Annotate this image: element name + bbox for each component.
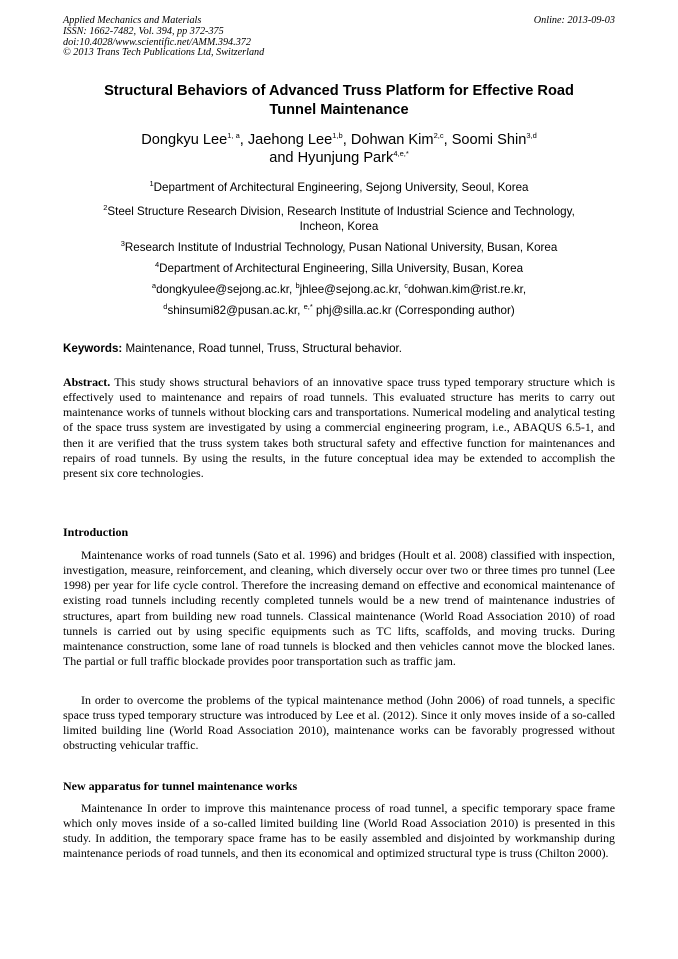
new-apparatus-paragraph-1: Maintenance In order to improve this maintenance process of road tunnel, a specific temporary space frame which only moves inside of a so-called limited building line (World Road Association 2010) is presented in this study. In addition, the temporary space frame has to be easily assembled and disjointed by workmanship during maintenance periods of road tunnels, and then its economical and optimized structural type is truss (Chilton 2000).	[63, 801, 615, 861]
author-list	[63, 131, 615, 168]
journal-name: Applied Mechanics and Materials	[63, 15, 202, 26]
online-date: Online: 2013-09-03	[533, 15, 615, 26]
keywords-text: Maintenance, Road tunnel, Truss, Structural behavior.	[122, 342, 402, 355]
journal-header	[63, 16, 264, 59]
author-superscript: 4,e,*	[393, 149, 409, 159]
author-name: Dongkyu Lee	[141, 132, 228, 148]
email-line-2: $^d$shinsumi82@pusan.ac.kr, $^{e,*}$ phj@silla.ac.kr (Corresponding author)	[163, 302, 515, 317]
abstract-paragraph	[63, 375, 615, 481]
author-name: Jaehong Lee	[247, 132, 333, 148]
title-line-2: Tunnel Maintenance	[269, 101, 409, 118]
author-separator: ,	[342, 132, 351, 148]
abstract-text: This study shows structural behaviors of an innovative space truss typed temporary structure which is effectively used to maintenance and repairs of road tunnels. This evaluated structure has merits to carry out maintenance works of tunnels without blocking cars and transportations. Numerical modeling and analytical testing of the space truss system are investigated by using a commercial engineering program, i.e., ABAQUS 6.5-1, and then it are verified that the truss system takes both structural safety and effective function for maintenances and repairs of road tunnels. By using the results, in the future conceptual idea may be extended to accomplish the present six core technologies.	[63, 375, 615, 480]
affiliation-superscript: 3	[120, 239, 125, 249]
affiliation-1	[63, 180, 615, 195]
affiliation-4	[63, 261, 615, 276]
author-line-2	[63, 149, 615, 167]
author-superscript: 1,b	[332, 131, 343, 141]
affiliation-text: Research Institute of Industrial Technology, Pusan National University, Busan, Korea	[124, 241, 558, 254]
keywords-label: Keywords:	[63, 342, 123, 355]
email-b[interactable]: jhlee@sejong.ac.kr,	[299, 283, 402, 296]
introduction-paragraph-2: In order to overcome the problems of the typical maintenance method (John 2006) of road tunnels, a specific space truss typed temporary structure was introduced by Lee et al. (2012). Since it only moves inside of a so-called limited building line (World Road Association 2010), maintenance works can be favorably progressed without obstructing vehicular traffic.	[63, 693, 615, 753]
journal-copyright: © 2013 Trans Tech Publications Ltd, Switzerland	[63, 47, 265, 59]
journal-doi: doi:10.4028/www.scientific.net/AMM.394.372	[63, 36, 251, 48]
email-c[interactable]: dohwan.kim@rist.re.kr,	[408, 283, 527, 296]
keywords	[63, 341, 615, 356]
author-superscript: 3,d	[526, 131, 537, 141]
affiliation-superscript: 1	[149, 179, 154, 189]
email-e[interactable]: phj@silla.ac.kr (Corresponding author)	[316, 304, 515, 317]
author-superscript: 2,c	[433, 131, 444, 141]
author-line-1	[63, 131, 615, 149]
email-d[interactable]: shinsumi82@pusan.ac.kr,	[167, 304, 301, 317]
affiliation-text: Department of Architectural Engineering, Sejong University, Seoul, Korea	[153, 181, 529, 194]
paper-title	[63, 82, 615, 119]
author-name: and Hyunjung Park	[269, 150, 394, 167]
author-name: Dohwan Kim	[350, 132, 434, 148]
affiliation-superscript: 2	[103, 203, 108, 213]
affiliation-text-continued: Incheon, Korea	[299, 220, 379, 233]
title-line-1: Structural Behaviors of Advanced Truss Platform for Effective Road	[104, 83, 574, 99]
author-separator: ,	[239, 132, 248, 148]
new-apparatus-heading: New apparatus for tunnel maintenance works	[63, 779, 298, 793]
email-a[interactable]: dongkyulee@sejong.ac.kr,	[156, 283, 293, 296]
affiliation-text: Steel Structure Research Division, Research Institute of Industrial Science and Technology,	[107, 205, 575, 218]
introduction-paragraph-1: Maintenance works of road tunnels (Sato et al. 1996) and bridges (Hoult et al. 2008) classified with inspection, investigation, measure, reinforcement, and cleaning, which diversely occur over two or three times pro tunnel (Lee 1998) per year for life cycle control. Therefore the increasing demand on effective and economical maintenance of existing road tunnels including recently completed tunnels would be a new trend of maintenance industries of structures, apart from building new road tunnels. Classical maintenance (World Road Association 2010) of road tunnels is carried out by using specific equipments such as TC lifts, scaffolds, and moving trucks. During maintenance construction, some lane of road tunnels is blocked and then vehicles cannot move the blocked lanes. The partial or full traffic blockade provides poor transportation such as traffic jam.	[63, 548, 615, 669]
affiliation-text: Department of Architectural Engineering, Silla University, Busan, Korea	[159, 262, 524, 275]
author-name: Soomi Shin	[451, 132, 527, 148]
author-superscript: 1, a	[227, 131, 240, 141]
author-separator: ,	[443, 132, 452, 148]
affiliation-superscript: 4	[154, 260, 160, 270]
email-line-1: $^a$dongkyulee@sejong.ac.kr, $^b$jhlee@sejong.ac.kr, $^c$dohwan.kim@rist.re.kr,	[151, 281, 527, 296]
journal-issn: ISSN: 1662-7482, Vol. 394, pp 372-375	[63, 25, 224, 37]
introduction-heading: Introduction	[63, 525, 129, 539]
affiliation-2	[63, 204, 615, 234]
affiliation-3	[63, 240, 615, 255]
abstract-label: Abstract.	[63, 375, 111, 389]
